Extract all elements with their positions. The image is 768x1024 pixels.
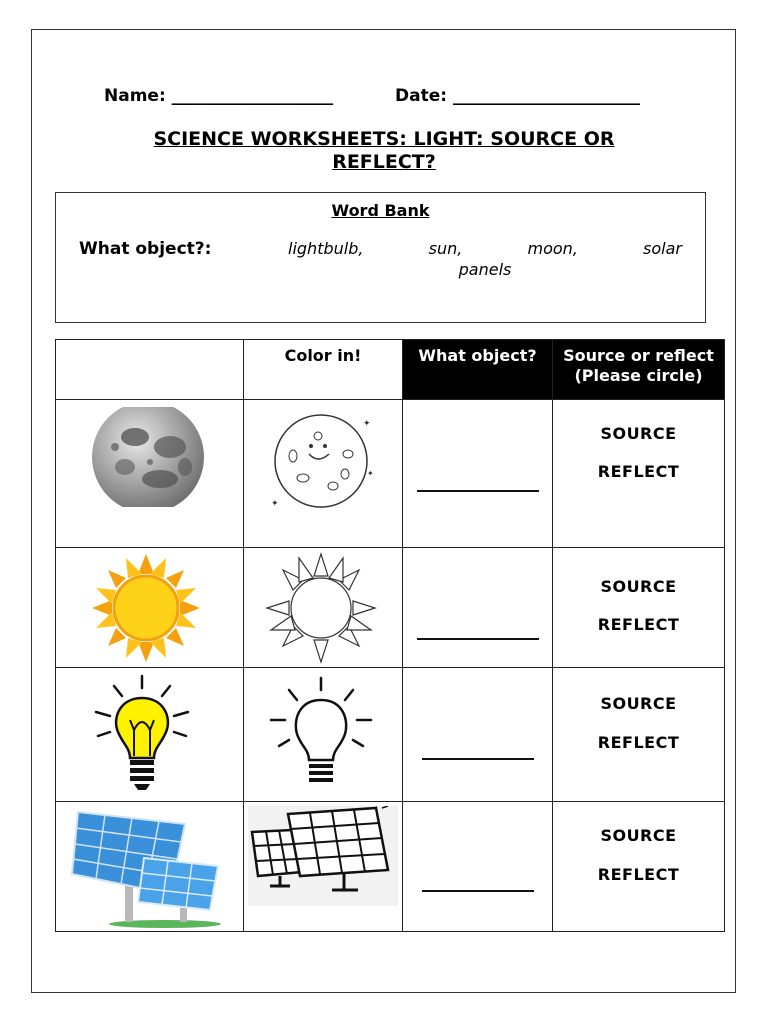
lightbulb-icon <box>90 674 210 796</box>
svg-text:✦: ✦ <box>367 469 374 478</box>
source-option[interactable]: SOURCE <box>600 826 677 845</box>
reflect-option[interactable]: REFLECT <box>597 462 680 481</box>
reflect-option[interactable]: REFLECT <box>597 615 680 634</box>
table-row <box>56 802 725 932</box>
source-option[interactable]: SOURCE <box>600 577 677 596</box>
moon-picture-cell <box>56 400 244 548</box>
svg-text:✦: ✦ <box>271 499 279 509</box>
worksheet-title <box>100 128 668 174</box>
lightbulb-outline-icon <box>263 676 383 794</box>
worksheet-table <box>55 339 725 932</box>
header-cell-source-or-reflect <box>553 340 725 400</box>
title-line-1: SCIENCE WORKSHEETS: LIGHT: SOURCE OR <box>153 128 615 150</box>
solar-panels-picture-cell <box>56 802 244 932</box>
header-what-object-label: What object? <box>418 346 537 365</box>
header-cell-picture <box>56 340 244 400</box>
answer-blank[interactable] <box>417 490 539 492</box>
moon-choice-cell <box>553 400 725 548</box>
solar-panels-outline-icon <box>248 806 398 906</box>
lightbulb-coloring-cell <box>244 668 403 802</box>
moon-answer-cell[interactable] <box>403 400 553 548</box>
lightbulb-choice-cell <box>553 668 725 802</box>
moon-coloring-cell <box>244 400 403 548</box>
answer-blank[interactable] <box>422 890 534 892</box>
table-header-row <box>56 340 725 400</box>
answer-blank[interactable] <box>422 758 534 760</box>
title-line-2: REFLECT? <box>332 151 436 173</box>
lightbulb-answer-cell[interactable] <box>403 668 553 802</box>
header-cell-what-object <box>403 340 553 400</box>
sun-picture-cell <box>56 548 244 668</box>
reflect-option[interactable]: REFLECT <box>597 865 680 884</box>
sun-coloring-cell <box>244 548 403 668</box>
table-row <box>56 548 725 668</box>
table-row <box>56 668 725 802</box>
word-bank-words-line-1: lightbulb, sun, moon, solar <box>288 239 682 258</box>
lightbulb-picture-cell <box>56 668 244 802</box>
word-bank-box <box>55 192 706 323</box>
name-field[interactable]: Name: ___________________ <box>104 86 334 106</box>
table-row <box>56 400 725 548</box>
solar-panels-icon <box>70 804 230 930</box>
answer-blank[interactable] <box>417 638 539 640</box>
date-field[interactable]: Date: ______________________ <box>395 86 640 106</box>
solar-panels-choice-cell <box>553 802 725 932</box>
word-bank-label: What object?: <box>79 239 212 259</box>
solar-panels-coloring-cell <box>244 802 403 932</box>
source-option[interactable]: SOURCE <box>600 424 677 443</box>
header-source-reflect-label: Source or reflect (Please circle) <box>563 346 714 385</box>
svg-text:✦: ✦ <box>363 419 371 429</box>
header-cell-color-in: Color in! <box>244 340 403 400</box>
sun-answer-cell[interactable] <box>403 548 553 668</box>
reflect-option[interactable]: REFLECT <box>597 733 680 752</box>
sun-choice-cell <box>553 548 725 668</box>
word-bank-title: Word Bank <box>331 201 430 220</box>
sun-outline-icon <box>263 552 383 664</box>
moon-icon <box>90 407 210 507</box>
sun-icon <box>90 552 210 664</box>
solar-panels-answer-cell[interactable] <box>403 802 553 932</box>
word-bank-words-line-2: panels <box>458 260 512 279</box>
moon-outline-icon <box>263 406 383 514</box>
source-option[interactable]: SOURCE <box>600 694 677 713</box>
